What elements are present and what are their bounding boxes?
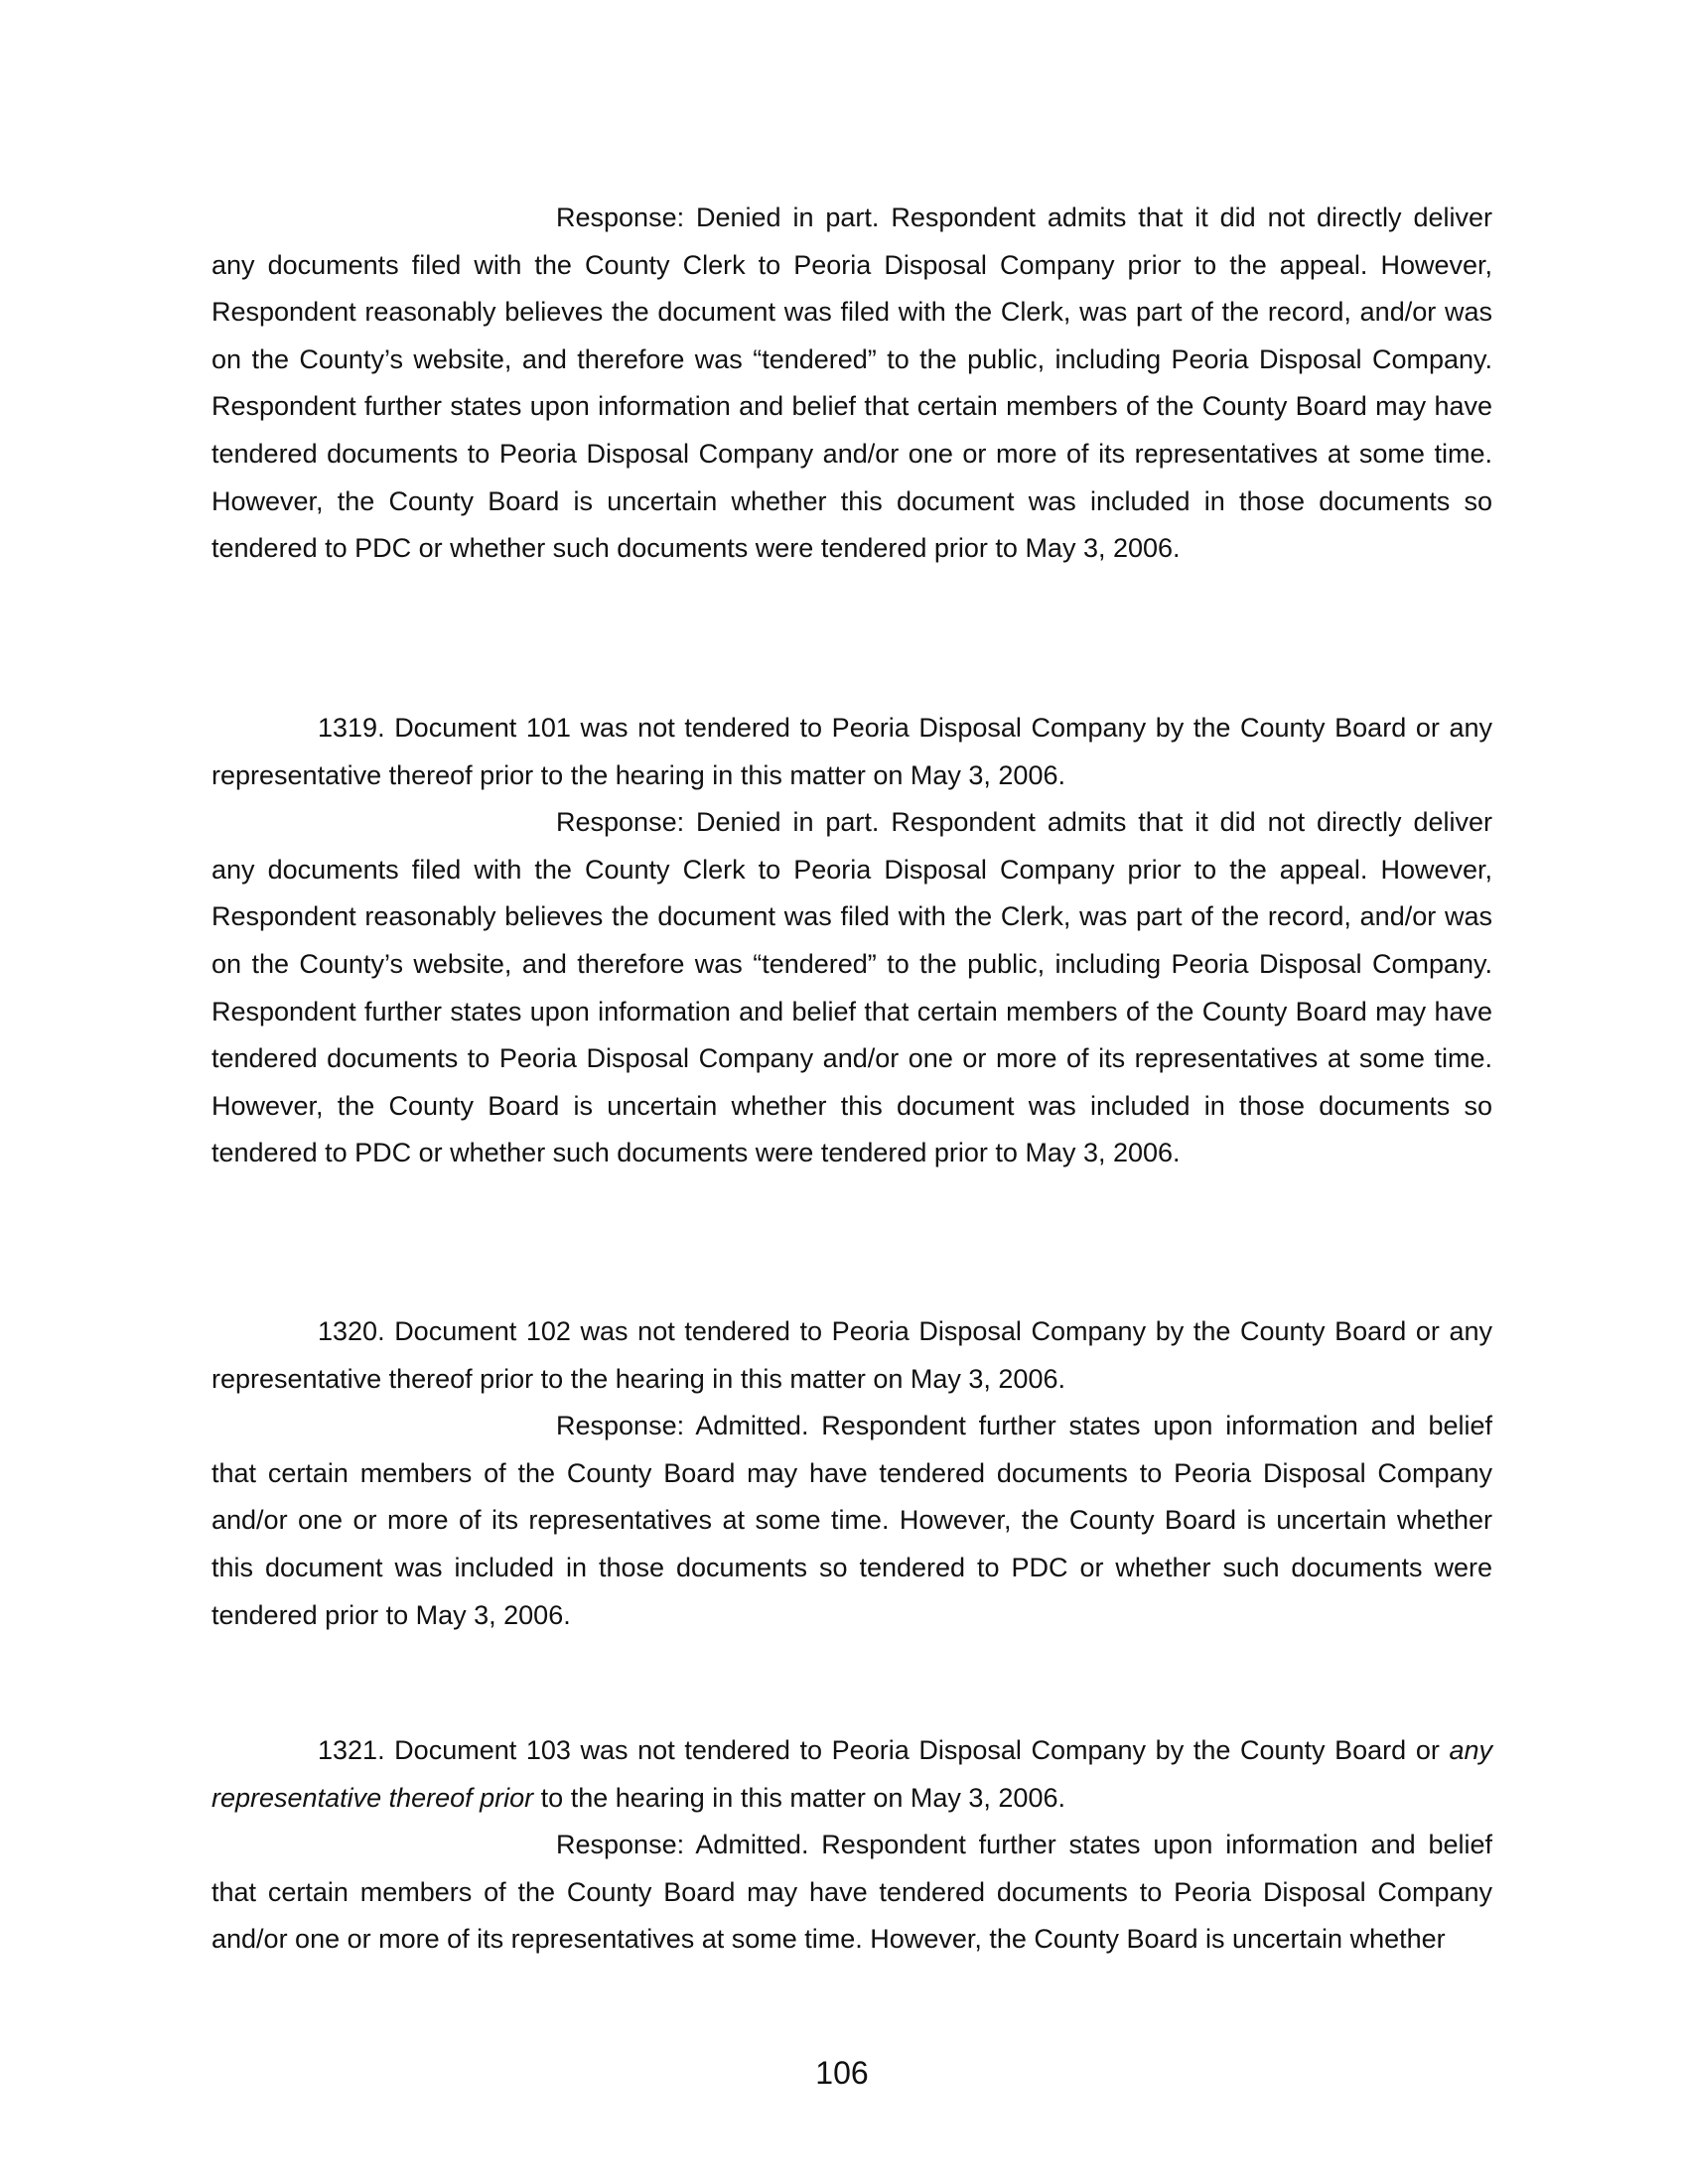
paragraph-1321-text [211,1727,1492,1822]
continued-response-section [211,195,1492,573]
paragraph-1321-section [211,1727,1492,1964]
paragraph-1320-text: 1320. Document 102 was not tendered to Peoria Disposal Company by the County Board or any representative thereof prior to the hearing in this matter on May 3, 2006. [211,1316,1492,1394]
paragraph-1321-text-start: 1321. Document 103 was not tendered to Peoria Disposal Company by the County Board or [318,1735,1450,1765]
continued-response-text: Response: Denied in part. Respondent admits that it did not directly deliver any documents filed with the County Clerk to Peoria Disposal Company prior to the appeal. However, Respondent reasonably believes the document was filed with the Clerk, was part of the record, and/or was on the County’s website, and therefore was “tendered” to the public, including Peoria Disposal Company. Respondent further states upon information and belief that certain members of the County Board may have tendered documents to Peoria Disposal Company and/or one or more of its representatives at some time. However, the County Board is uncertain whether this document was included in those documents so tendered to PDC or whether such documents were tendered prior to May 3, 2006. [211,203,1492,564]
page-number: 106 [815,2055,869,2091]
paragraph-1320-section [211,1308,1492,1639]
paragraph-1321-response: Response: Admitted. Respondent further states upon information and belief that certain members of the County Board may have tendered documents to Peoria Disposal Company and/or one or more of its representatives at some time. However, the County Board is uncertain whether [211,1830,1492,1955]
paragraph-1321-text-end: to the hearing in this matter on May 3, 2006. [533,1782,1065,1813]
paragraph-1319-response: Response: Denied in part. Respondent admits that it did not directly deliver any documents filed with the County Clerk to Peoria Disposal Company prior to the appeal. However, Respondent reasonably believes the document was filed with the Clerk, was part of the record, and/or was on the County’s website, and therefore was “tendered” to the public, including Peoria Disposal Company. Respondent further states upon information and belief that certain members of the County Board may have tendered documents to Peoria Disposal Company and/or one or more of its representatives at some time. However, the County Board is uncertain whether this document was included in those documents so tendered to PDC or whether such documents were tendered prior to May 3, 2006. [211,807,1492,1168]
paragraph-1319-section [211,705,1492,1177]
paragraph-1321-italic-phrase: any representative thereof prior [211,1735,1492,1813]
paragraph-1320-response: Response: Admitted. Respondent further states upon information and belief that certain members of the County Board may have tendered documents to Peoria Disposal Company and/or one or more of its representatives at some time. However, the County Board is uncertain whether this document was included in those documents so tendered to PDC or whether such documents were tendered prior to May 3, 2006. [211,1411,1492,1630]
paragraph-1319-text: 1319. Document 101 was not tendered to Peoria Disposal Company by the County Board or any representative thereof prior to the hearing in this matter on May 3, 2006. [211,713,1492,790]
